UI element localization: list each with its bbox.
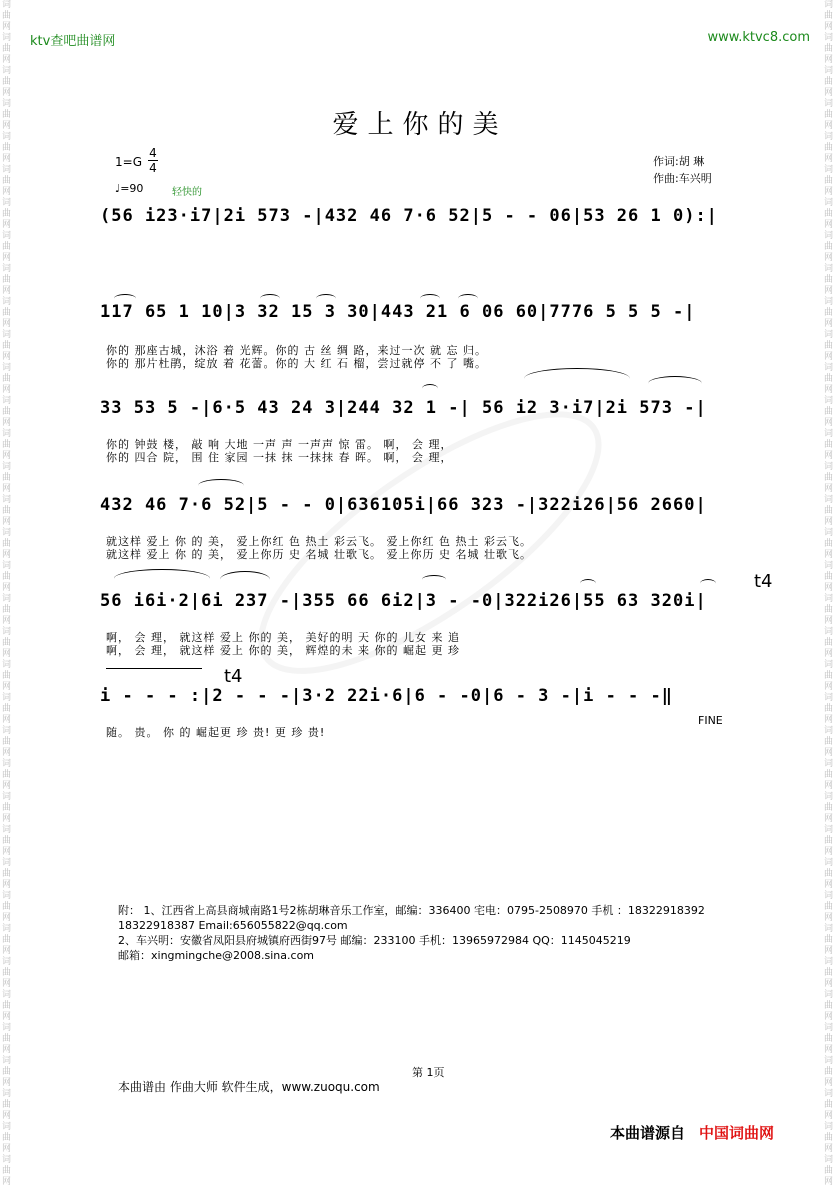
song-title: 爱上你的美	[332, 110, 508, 140]
key-signature: 1=G	[115, 155, 142, 169]
contact-line: 邮箱：xingmingche@2008.sina.com	[118, 949, 315, 962]
lyric-line: 随。 贵。 你 的 崛起更 珍 贵! 更 珍 贵!	[106, 726, 326, 739]
tie-mark	[580, 579, 596, 588]
fine-mark: FINE	[698, 714, 723, 727]
phrase-slur	[114, 569, 210, 588]
notation-line: i - - - :|2 - - -|3·2 22i·6|6 - -0|6 - 3 -|i - - -‖	[100, 686, 673, 706]
contact-line: 附： 1、江西省上高县商城南路1号2栋胡琳音乐工作室，邮编：336400 宅电：0795-2508970 手机 ：18322918392	[118, 904, 705, 917]
right-site-url[interactable]: www.ktvc8.com	[707, 30, 810, 45]
lyric-line-verse2: 你的 四合 院， 围 住 家园 一抹 抹 一抹抹 春 晖。 啊， 会 理，	[106, 451, 453, 464]
right-margin-watermark: 词曲网词曲网词曲网词曲网词曲网词曲网词曲网词曲网词曲网词曲网词曲网词曲网词曲网词曲网词曲网词曲网词曲网词曲网词曲网词曲网词曲网词曲网词曲网词曲网词曲网词曲网词曲网词曲网词曲网词曲网词曲网词曲网词曲网词曲网词曲网词曲网	[824, 0, 834, 1187]
lyric-line-verse2: 你的 那片杜鹃，绽放 着 花蕾。你的 大 红 石 榴，尝过就停 不 了 嘴。	[106, 357, 487, 370]
lyric-line-verse2: 就这样 爱上 你 的 美， 爱上你历 史 名城 壮歌飞。 爱上你历 史 名城 壮歌飞。	[106, 548, 532, 561]
source-brand-link[interactable]: 中国词曲网	[699, 1124, 775, 1142]
lyric-line-verse1: 啊， 会 理， 就这样 爱上 你的 美， 美好的明 天 你的 儿女 来 追	[106, 631, 460, 644]
source-credit	[610, 1122, 774, 1143]
volta-bracket	[106, 668, 202, 669]
lyric-line-verse1: 你的 钟鼓 楼， 敲 响 大地 一声 声 一声声 惊 雷。 啊， 会 理，	[106, 438, 453, 451]
lyricist-credit: 作词:胡 琳	[653, 155, 705, 168]
lyric-line-verse1: 你的 那座古城，沐浴 着 光辉。你的 古 丝 绸 路，来过一次 就 忘 归。	[106, 344, 487, 357]
notation-line: 33 53 5 -|6·5 43 24 3|244 32 1 -| 56 i2 3·i7|2i 573 -|	[100, 398, 707, 418]
generator-credit: 本曲谱由 作曲大师 软件生成，www.zuoqu.com	[118, 1080, 380, 1094]
composer-credit: 作曲:车兴明	[653, 172, 712, 185]
phrase-slur	[220, 571, 270, 588]
time-signature	[148, 146, 158, 175]
contact-info	[118, 903, 705, 963]
notation-line: 432 46 7·6 52|5 - - 0|636105i|66 323 -|322i26|56 2660|	[100, 495, 707, 515]
volta-mark: t4	[224, 666, 243, 687]
meter-bottom: 4	[149, 161, 157, 175]
notation-line: 56 i6i·2|6i 237 -|355 66 6i2|3 - -0|322i26|55 63 320i|	[100, 591, 707, 611]
lyric-line-verse1: 就这样 爱上 你 的 美， 爱上你红 色 热土 彩云飞。 爱上你红 色 热土 彩云飞。	[106, 535, 532, 548]
tie-mark	[422, 384, 438, 393]
lyric-line-verse2: 啊， 会 理， 就这样 爱上 你的 美， 辉煌的未 来 你的 崛起 更 珍	[106, 644, 460, 657]
phrase-slur	[524, 368, 630, 389]
phrase-slur	[648, 376, 702, 391]
notation-line: (56 i23·i7|2i 573 -|432 46 7·6 52|5 - - 06|53 26 1 0):|	[100, 206, 718, 226]
notation-line: 117 65 1 10|3 32 15 3 30|443 21 6 06 60|7776 5 5 5 -|	[100, 302, 696, 322]
tie-mark	[422, 575, 446, 584]
contact-line: 2、车兴明：安徽省凤阳县府城镇府西街97号 邮编：233100 手机：13965972984 QQ：1145045219	[118, 934, 631, 947]
source-label: 本曲谱源自	[610, 1124, 686, 1142]
phrase-slur	[198, 479, 244, 492]
tempo-mark: ♩=90	[115, 182, 144, 195]
left-margin-watermark: 词曲网词曲网词曲网词曲网词曲网词曲网词曲网词曲网词曲网词曲网词曲网词曲网词曲网词曲网词曲网词曲网词曲网词曲网词曲网词曲网词曲网词曲网词曲网词曲网词曲网词曲网词曲网词曲网词曲网词曲网词曲网词曲网词曲网词曲网词曲网词曲网	[2, 0, 12, 1187]
left-site-name[interactable]: ktv查吧曲谱网	[30, 34, 116, 49]
mood-mark: 轻快的	[172, 187, 202, 198]
page-number: 第 1页	[412, 1066, 445, 1079]
contact-line: 18322918387 Email:656055822@qq.com	[118, 919, 348, 932]
tie-mark	[700, 579, 716, 588]
meter-top: 4	[149, 146, 157, 160]
volta-mark: t4	[754, 571, 773, 592]
